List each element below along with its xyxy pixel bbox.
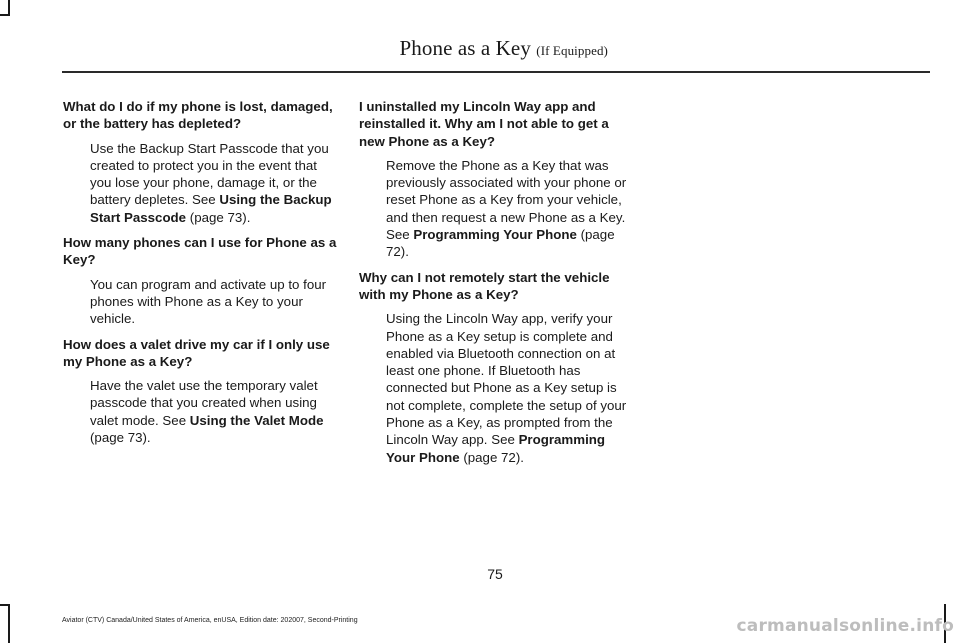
faq-item (63, 234, 338, 327)
faq-item (63, 98, 338, 226)
faq-item (63, 336, 338, 447)
footer-edition-note: Aviator (CTV) Canada/United States of America, enUSA, Edition date: 202007, Second-Printing (62, 617, 358, 624)
page-number: 75 (487, 566, 503, 582)
cross-reference: Programming Your Phone (413, 227, 577, 243)
crop-mark-bottom-left-h (0, 604, 10, 606)
faq-answer: Use the Backup Start Passcode that you created to protect you in the event that you lose your phone, damage it, or the battery depletes. See Using the Backup Start Passcode (page 73). (90, 140, 332, 225)
right-column (359, 98, 634, 474)
cross-reference: Using the Backup Start Passcode (90, 192, 332, 225)
faq-answer: Using the Lincoln Way app, verify your Phone as a Key setup is complete and enabled via Bluetooth connection on at least one phone. If Bluetooth has connected but Phone as a Key setup is not complete, complete the setup of your Phone as a Key, as prompted from the Lincoln Way app. See Programming Your Phone (page 72). (386, 311, 627, 465)
cross-reference: Using the Valet Mode (189, 412, 324, 428)
header-subtitle: (If Equipped) (536, 43, 608, 58)
faq-question: How many phones can I use for Phone as a Key? (63, 235, 337, 268)
faq-answer: Remove the Phone as a Key that was previously associated with your phone or reset Phone as a Key from your vehicle, and then request a new Phone as a Key. See Programming Your Phone (page 72). (386, 157, 627, 260)
cross-reference: Programming Your Phone (386, 432, 606, 465)
faq-item (359, 98, 634, 261)
faq-answer: You can program and activate up to four phones with Phone as a Key to your vehicle. (90, 276, 327, 327)
faq-answer: Have the valet use the temporary valet passcode that you created when using valet mode. See Using the Valet Mode (page 73). (90, 378, 324, 446)
page-header (399, 36, 608, 61)
watermark-text: carmanualsonline.info (736, 616, 954, 636)
faq-question: What do I do if my phone is lost, damaged, or the battery has depleted? (63, 99, 333, 132)
header-title: Phone as a Key (399, 36, 531, 60)
faq-question: I uninstalled my Lincoln Way app and reinstalled it. Why am I not able to get a new Phone as a Key? (359, 99, 609, 149)
crop-mark-bottom-left-v (8, 604, 10, 643)
crop-mark-top-left-h (0, 14, 10, 16)
left-column (63, 98, 338, 454)
faq-question: How does a valet drive my car if I only use my Phone as a Key? (63, 336, 330, 369)
faq-item (359, 269, 634, 466)
header-rule (62, 71, 930, 73)
faq-question: Why can I not remotely start the vehicle with my Phone as a Key? (359, 269, 610, 302)
